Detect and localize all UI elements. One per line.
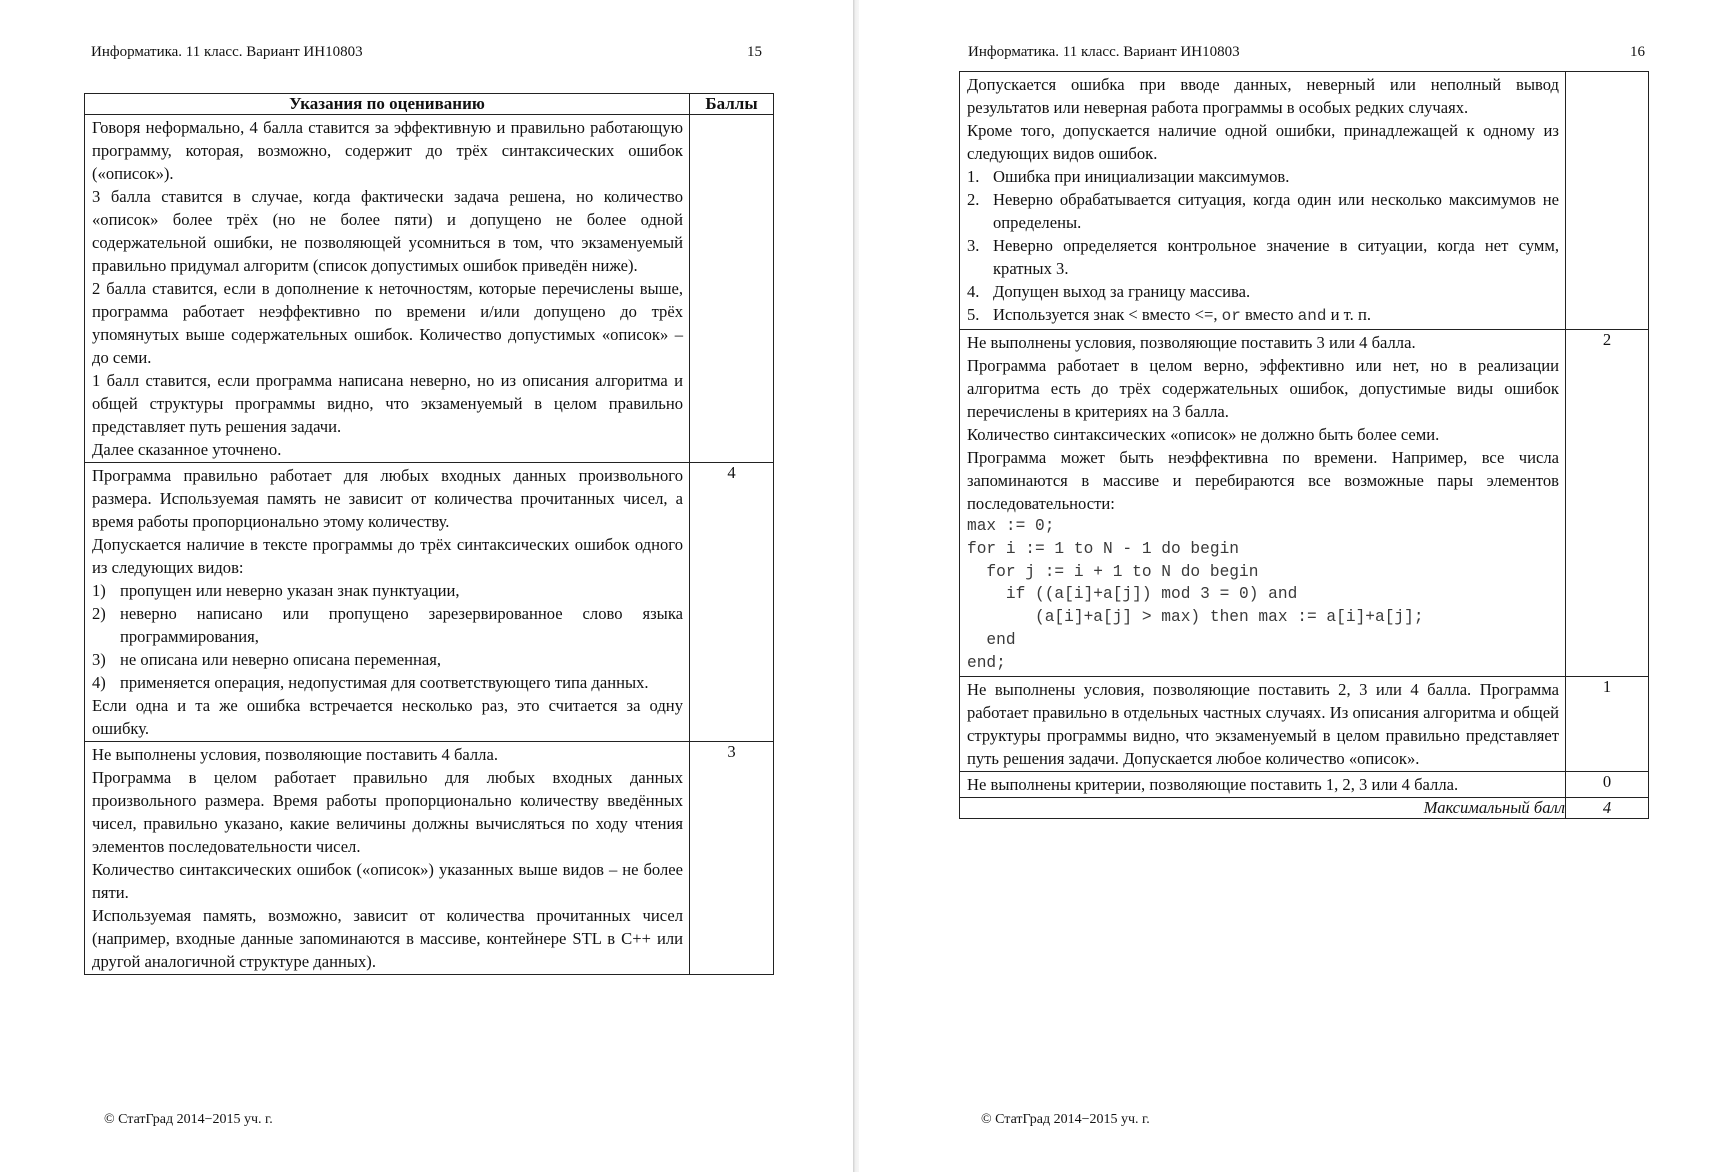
table-row xyxy=(85,742,774,975)
footer-copyright: © СтатГрад 2014−2015 уч. г. xyxy=(104,1112,273,1127)
right-page xyxy=(859,0,1710,1172)
list-item: 3. Неверно определяется контрольное значение в ситуации, когда нет сумм, кратных 3. xyxy=(967,236,1559,278)
points-value: 3 xyxy=(690,742,774,975)
table-header-row xyxy=(85,94,774,115)
grading-table-continued xyxy=(959,71,1649,819)
criteria-4: Программа правильно работает для любых входных данных произвольного размера. Используемая память не зависит от количества прочитанных чисел, а время работы пропорционально этому количеству. Допускается наличие в тексте программы до трёх синтаксических ошибок одного из следующих видов: 1) пропущен или неверно указан знак пунктуации, 2) неверно написано или пропущено зарезервированное слово языка программирования, 3) не описана или неверно описана переменная, 4) применяется операция, недопустимая для соответствующего типа данных. Если одна и та же ошибка встречается несколько раз, это считается за одну ошибку. xyxy=(92,466,683,738)
criteria-1: Не выполнены условия, позволяющие поставить 2, 3 или 4 балла. Программа работает правильно в отдельных частных случаях. Из описания алгоритма и общей структуры программы видно, что экзаменуемый в целом правильно представляет путь решения задачи. Допускается любое количество «описок». xyxy=(967,679,1559,768)
max-score-row xyxy=(960,797,1649,818)
list-item: 1) пропущен или неверно указан знак пунктуации, xyxy=(92,581,460,600)
table-row xyxy=(85,463,774,742)
table-row xyxy=(960,771,1649,797)
page-number: 16 xyxy=(1630,44,1645,60)
table-row xyxy=(85,115,774,463)
grading-table xyxy=(84,93,774,975)
criteria-3-continued: Допускается ошибка при вводе данных, неверный или неполный вывод результатов или неверная работа программы в особых редких случаях. Кроме того, допускается наличие одной ошибки, принадлежащей к одному из следующих видов ошибок. 1. Ошибка при инициализации максимумов. 2. Неверно обрабатывается ситуация, когда один или несколько максимумов не определены. 3. Неверно определяется контрольное значение в ситуации, когда нет сумм, кратных 3. 4. Допущен выход за границу массива. 5. Используется знак < вместо <=, or вместо and и т. п. xyxy=(960,72,1565,329)
footer-copyright: © СтатГрад 2014−2015 уч. г. xyxy=(981,1112,1150,1127)
column-header-criteria: Указания по оцениванию xyxy=(85,94,690,115)
criteria-3: Не выполнены условия, позволяющие поставить 4 балла. Программа в целом работает правильно для любых входных данных произвольного размера. Время работы пропорционально количеству введённых чисел, правильно указано, какие величины должны вычисляться по ходу чтения элементов последовательности чисел. Количество синтаксических ошибок («описок») указанных выше видов – не более пяти. Используемая память, возможно, зависит от количества прочитанных чисел (например, входные данные запоминаются в массиве, контейнере STL в C++ или другой аналогичной структуре данных). xyxy=(92,745,683,971)
points-value: 0 xyxy=(1566,771,1649,797)
list-item: 4. Допущен выход за границу массива. xyxy=(967,282,1251,301)
max-score-value: 4 xyxy=(1566,797,1649,818)
allowed-error-list xyxy=(967,165,1559,328)
syntax-error-list xyxy=(92,579,683,694)
criteria-0: Не выполнены критерии, позволяющие поставить 1, 2, 3 или 4 балла. xyxy=(967,774,1459,794)
running-header: Информатика. 11 класс. Вариант ИН10803 xyxy=(968,44,1240,60)
table-row xyxy=(960,330,1649,677)
page-number: 15 xyxy=(747,44,762,60)
list-item: 2) неверно написано или пропущено зарезервированное слово языка программирования, xyxy=(92,604,683,646)
table-row xyxy=(960,72,1649,330)
list-item: 4) применяется операция, недопустимая для соответствующего типа данных. xyxy=(92,673,649,692)
list-item: 1. Ошибка при инициализации максимумов. xyxy=(967,167,1290,186)
code-example: max := 0; for i := 1 to N - 1 do begin for j := i + 1 to N do begin if ((a[i]+a[j]) mod 3 = 0) and (a[i]+a[j] > max) then max := a[i]+a[j]; end end; xyxy=(967,517,1424,672)
list-item: 3) не описана или неверно описана переменная, xyxy=(92,650,442,669)
running-header: Информатика. 11 класс. Вариант ИН10803 xyxy=(91,44,363,60)
points-value: 4 xyxy=(690,463,774,742)
left-page xyxy=(0,0,853,1172)
intro-text: Говоря неформально, 4 балла ставится за эффективную и правильно работающую программу, которая, возможно, содержит до трёх синтаксических ошибок («описок»). 3 балла ставится в случае, когда фактически задача решена, но количество «описок» более трёх (но не более пяти) и допущено не более одной содержательной ошибки, не позволяющей усомниться в том, что экзаменуемый правильно придумал алгоритм (список допустимых ошибок приведён ниже). 2 балла ставится, если в дополнение к неточностям, которые перечислены выше, программа работает неэффективно по времени и/или допущено до трёх упомянутых выше содержательных ошибок. Количество допустимых «описок» – до семи. 1 балл ставится, если программа написана неверно, но из описания алгоритма и общей структуры программы видно, что экзаменуемый в целом правильно представляет путь решения задачи. Далее сказанное уточнено. xyxy=(92,118,683,459)
criteria-2: Не выполнены условия, позволяющие поставить 3 или 4 балла. Программа работает в целом верно, эффективно или нет, но в реализации алгоритма есть до трёх содержательных ошибок, допустимые виды ошибок перечислены в критериях на 3 балла. Количество синтаксических «описок» не должно быть более семи. Программа может быть неэффективна по времени. Например, все числа запоминаются в массиве и перебираются все возможные пары элементов последовательности: max := 0; for i := 1 to N - 1 do begin for j := i + 1 to N do begin if ((a[i]+a[j]) mod 3 = 0) and (a[i]+a[j] > max) then max := a[i]+a[j]; end end; xyxy=(960,330,1565,676)
list-item: 2. Неверно обрабатывается ситуация, когда один или несколько максимумов не определены. xyxy=(967,190,1559,232)
points-value: 2 xyxy=(1566,330,1649,677)
column-header-points: Баллы xyxy=(690,94,774,115)
list-item: 5. Используется знак < вместо <=, or вместо and и т. п. xyxy=(967,305,1371,325)
max-score-label: Максимальный балл xyxy=(960,797,1566,818)
points-value: 1 xyxy=(1566,676,1649,771)
table-row xyxy=(960,676,1649,771)
